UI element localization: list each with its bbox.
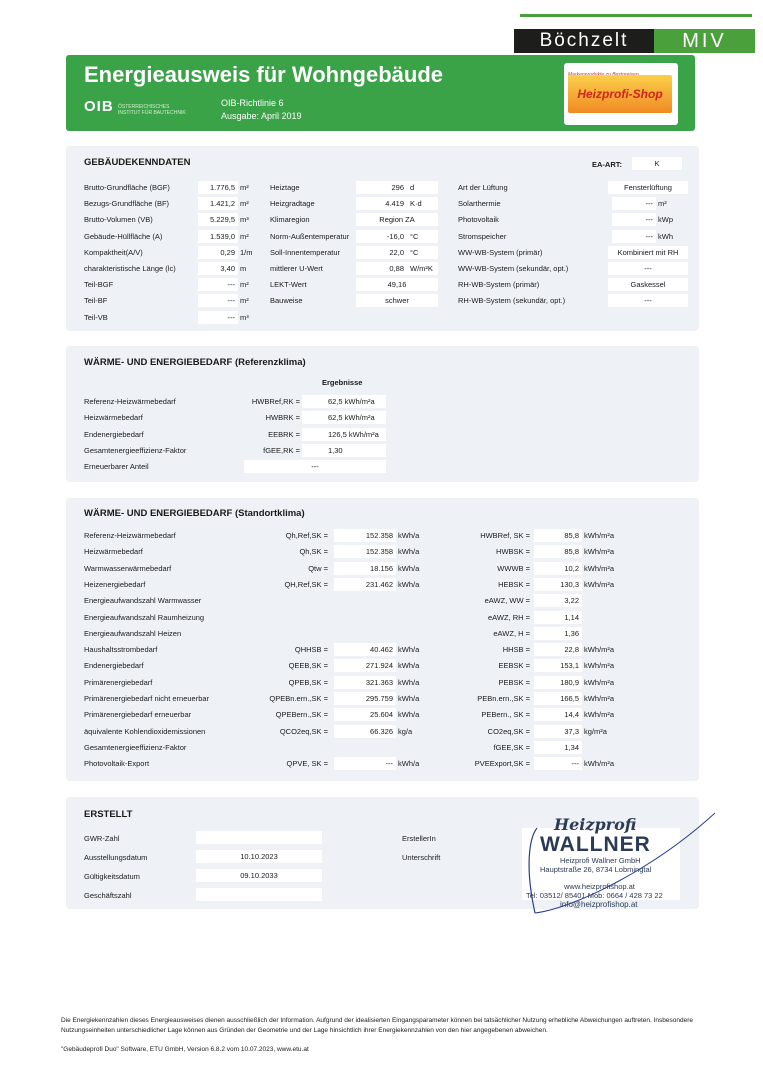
result-symbol: HEBSK =: [498, 580, 530, 589]
field-label: Brutto-Grundfläche (BGF): [84, 183, 170, 192]
result-label: äquivalente Kohlendioxidemissionen: [84, 727, 206, 736]
result-value: ---: [244, 460, 386, 473]
info-label: Ausstellungsdatum: [84, 853, 148, 862]
result-symbol: QCO2eq,SK =: [279, 727, 328, 736]
field-value: Gaskessel: [608, 278, 688, 291]
result-symbol: HWBRef,RK =: [251, 397, 300, 406]
result-unit: kWh/a: [398, 547, 420, 556]
field-value: schwer: [356, 294, 438, 307]
result-symbol: PEBSK =: [498, 678, 530, 687]
result-unit: kg/a: [398, 727, 413, 736]
result-unit: kWh/a: [398, 645, 420, 654]
result-value: 295.759: [334, 692, 396, 705]
field-label: Klimaregion: [270, 215, 310, 224]
shop-logo: Heizprofi-Shop: [568, 75, 672, 113]
section-title: WÄRME- UND ENERGIEBEDARF (Standortklima): [84, 508, 305, 519]
stamp-line-5: www.heizprofishop.at: [564, 882, 635, 891]
result-unit: kWh/m²a: [584, 564, 614, 573]
field-value: 0,29: [198, 246, 238, 259]
result-symbol: QEEB,SK =: [288, 661, 328, 670]
field-label: Kompaktheit(A/V): [84, 248, 143, 257]
result-symbol: PVEExport,SK =: [474, 759, 530, 768]
field-label: Teil-BGF: [84, 280, 114, 289]
page-title: Energieausweis für Wohngebäude: [84, 62, 443, 87]
field-unit: °C: [410, 248, 419, 257]
field-value: ---: [612, 213, 656, 226]
unterschrift-label: Unterschrift: [402, 853, 441, 862]
result-value: 166,5: [534, 692, 582, 705]
result-label: Heizenergiebedarf: [84, 580, 146, 589]
result-symbol: Qh,SK =: [299, 547, 328, 556]
result-unit: kWh/a: [398, 564, 420, 573]
result-label: Warmwasserwärmebedarf: [84, 564, 172, 573]
result-label: Erneuerbarer Anteil: [84, 462, 149, 471]
field-value: 4.419: [356, 197, 438, 210]
result-value: 22,8: [534, 643, 582, 656]
result-symbol: eAWZ, RH =: [487, 613, 530, 622]
field-label: RH-WB-System (primär): [458, 280, 540, 289]
result-unit: kWh/a: [398, 531, 420, 540]
field-unit: °C: [410, 232, 419, 241]
field-value: Fensterlüftung: [608, 181, 688, 194]
result-value: 66.326: [334, 725, 396, 738]
result-value: 18.156: [334, 562, 396, 575]
field-value: ---: [608, 262, 688, 275]
richtlinie: OIB-Richtlinie 6: [221, 98, 284, 108]
result-symbol: QH,Ref,SK =: [284, 580, 328, 589]
result-symbol: EEBRK =: [268, 430, 300, 439]
field-label: Solarthermie: [458, 199, 501, 208]
result-value: ---: [534, 757, 582, 770]
ea-art-value: K: [632, 157, 682, 170]
result-label: Primärenergiebedarf erneuerbar: [84, 710, 192, 719]
field-value: ---: [198, 294, 238, 307]
result-unit: kWh/m²a: [584, 759, 614, 768]
section-title: GEBÄUDEKENNDATEN: [84, 157, 191, 168]
result-symbol: EEBSK =: [498, 661, 530, 670]
field-value: ---: [612, 197, 656, 210]
field-value: 1.776,5: [198, 181, 238, 194]
result-symbol: PEBn.ern.,SK =: [477, 694, 530, 703]
oib-subtitle: ÖSTERREICHISCHES INSTITUT FÜR BAUTECHNIK: [118, 104, 186, 116]
field-label: Bauweise: [270, 296, 303, 305]
info-label: GWR-Zahl: [84, 834, 120, 843]
oib-logo: OIB: [84, 98, 114, 115]
result-value: 130,3: [534, 578, 582, 591]
result-value: 1,30: [302, 444, 386, 457]
field-unit: m²: [240, 296, 249, 305]
result-symbol: fGEE,RK =: [263, 446, 300, 455]
field-value: 49,16: [356, 278, 438, 291]
result-unit: kWh/m²a: [584, 710, 614, 719]
result-symbol: eAWZ, WW =: [484, 596, 530, 605]
result-symbol: PEBern., SK =: [481, 710, 530, 719]
field-unit: W/m²K: [410, 264, 433, 273]
result-value: 40.462: [334, 643, 396, 656]
field-value: 296: [356, 181, 438, 194]
ergebnisse-label: Ergebnisse: [322, 378, 363, 387]
result-label: Primärenergiebedarf nicht erneuerbar: [84, 694, 210, 703]
stamp-line-3: Heizprofi Wallner GmbH: [560, 856, 641, 865]
field-value: 1.421,2: [198, 197, 238, 210]
result-unit: kWh/a: [398, 580, 420, 589]
field-unit: m²: [658, 199, 667, 208]
field-label: Norm-Außentemperatur: [270, 232, 350, 241]
field-label: mittlerer U-Wert: [270, 264, 323, 273]
result-value: 85,8: [534, 529, 582, 542]
info-label: Geschäftszahl: [84, 891, 132, 900]
result-value: 62,5 kWh/m²a: [302, 395, 386, 408]
result-label: Haushaltsstrombedarf: [84, 645, 158, 654]
result-value: ---: [334, 757, 396, 770]
brand-logo: [514, 29, 755, 53]
result-value: 321.363: [334, 676, 396, 689]
result-value: 126,5 kWh/m²a: [302, 428, 386, 441]
field-value: 0,88: [356, 262, 438, 275]
result-value: 1,34: [534, 741, 582, 754]
result-value: 25.604: [334, 708, 396, 721]
field-label: Teil-BF: [84, 296, 108, 305]
field-unit: kWp: [658, 215, 673, 224]
result-value: 37,3: [534, 725, 582, 738]
result-unit: kWh/m²a: [584, 678, 614, 687]
result-unit: kWh/m²a: [584, 580, 614, 589]
field-unit: m³: [240, 313, 249, 322]
field-label: RH-WB-System (sekundär, opt.): [458, 296, 566, 305]
result-value: 1,36: [534, 627, 582, 640]
field-unit: 1/m: [240, 248, 253, 257]
info-value: [196, 831, 322, 844]
field-value: 1.539,0: [198, 230, 238, 243]
result-value: 152.358: [334, 545, 396, 558]
signature-scribble: [515, 808, 720, 923]
field-unit: m: [240, 264, 247, 273]
result-symbol: CO2eq,SK =: [487, 727, 530, 736]
field-label: Bezugs-Grundfläche (BF): [84, 199, 170, 208]
result-unit: kWh/m²a: [584, 531, 614, 540]
field-label: Art der Lüftung: [458, 183, 508, 192]
field-unit: m²: [240, 232, 249, 241]
field-value: -16,0: [356, 230, 438, 243]
result-symbol: fGEE,SK =: [493, 743, 530, 752]
result-unit: kWh/m²a: [584, 694, 614, 703]
field-label: Heiztage: [270, 183, 300, 192]
result-value: 62,5 kWh/m²a: [302, 411, 386, 424]
field-label: LEKT-Wert: [270, 280, 307, 289]
field-value: Region ZA: [356, 213, 438, 226]
result-symbol: HWBRef, SK =: [480, 531, 530, 540]
field-value: Kombiniert mit RH: [608, 246, 688, 259]
header-edition: [221, 97, 302, 123]
field-value: 3,40: [198, 262, 238, 275]
brand-right: MIV: [654, 29, 755, 53]
result-label: Referenz-Heizwärmebedarf: [84, 397, 176, 406]
result-value: 152.358: [334, 529, 396, 542]
result-label: Gesamtenergieeffizienz-Faktor: [84, 743, 187, 752]
result-unit: kWh/a: [398, 710, 420, 719]
section-title: WÄRME- UND ENERGIEBEDARF (Referenzklima): [84, 357, 306, 368]
field-label: Soll-Innentemperatur: [270, 248, 341, 257]
result-symbol: HWBSK =: [496, 547, 530, 556]
section-title: ERSTELLT: [84, 809, 133, 820]
result-unit: kWh/m²a: [584, 645, 614, 654]
result-label: Energieaufwandszahl Warmwasser: [84, 596, 202, 605]
stamp-line-2: WALLNER: [540, 833, 651, 856]
field-unit: m²: [240, 183, 249, 192]
result-label: Energieaufwandszahl Heizen: [84, 629, 182, 638]
result-unit: kWh/a: [398, 759, 420, 768]
field-label: Gebäude-Hüllfläche (A): [84, 232, 163, 241]
field-value: 22,0: [356, 246, 438, 259]
field-label: Brutto-Volumen (VB): [84, 215, 153, 224]
field-unit: kWh: [658, 232, 673, 241]
field-unit: m²: [240, 199, 249, 208]
result-label: Heizwärmebedarf: [84, 547, 143, 556]
field-label: Stromspeicher: [458, 232, 507, 241]
result-symbol: QHHSB =: [294, 645, 328, 654]
result-value: 1,14: [534, 611, 582, 624]
field-unit: m³: [240, 215, 249, 224]
field-value: ---: [608, 294, 688, 307]
info-value: [196, 888, 322, 901]
stamp-line-1: Heizprofi: [554, 815, 637, 834]
field-unit: m²: [240, 280, 249, 289]
result-label: Endenergiebedarf: [84, 661, 144, 670]
info-value: 10.10.2023: [196, 850, 322, 863]
result-unit: kWh/a: [398, 661, 420, 670]
result-value: 153,1: [534, 659, 582, 672]
result-label: Referenz-Heizwärmebedarf: [84, 531, 176, 540]
field-label: Photovoltaik: [458, 215, 499, 224]
field-unit: d: [410, 183, 415, 192]
result-value: 180,9: [534, 676, 582, 689]
field-value: ---: [198, 278, 238, 291]
result-symbol: QPVE, SK =: [286, 759, 328, 768]
stamp-line-6: Tel: 03512/ 85401 Mob: 0664 / 428 73 22: [526, 891, 663, 900]
ea-art-label: EA-ART:: [592, 160, 622, 169]
result-label: Energieaufwandszahl Raumheizung: [84, 613, 205, 622]
field-value: ---: [612, 230, 656, 243]
stamp-line-7: info@heizprofishop.at: [560, 900, 638, 909]
field-unit: K·d: [410, 199, 422, 208]
result-label: Heizwärmebedarf: [84, 413, 143, 422]
result-value: 271.924: [334, 659, 396, 672]
result-symbol: Qh,Ref,SK =: [285, 531, 328, 540]
result-symbol: HWBRK =: [265, 413, 300, 422]
disclaimer: Die Energiekennzahlen dieses Energieausweises dienen ausschließlich der Information. Aufgrund der idealisierten Eingangsparameter können bei tatsächlicher Nutzung erhebliche Abweichungen auftreten. Insbesondere Nutzungseinheiten unterschiedlicher Lage können aus Gründen der Geometrie und der Lage hinsichtlich ihrer Energiekennzahlen von den hier angegebenen abweichen.: [61, 1017, 693, 1034]
result-value: 85,8: [534, 545, 582, 558]
result-symbol: WWWB =: [497, 564, 530, 573]
result-symbol: QPEB,SK =: [288, 678, 328, 687]
result-symbol: QPEBn.ern.,SK =: [269, 694, 328, 703]
result-unit: kWh/m²a: [584, 547, 614, 556]
field-label: WW-WB-System (primär): [458, 248, 543, 257]
info-value: 09.10.2033: [196, 869, 322, 882]
field-label: Heizgradtage: [270, 199, 315, 208]
result-value: 231.462: [334, 578, 396, 591]
result-unit: kg/m²a: [584, 727, 607, 736]
field-value: ---: [198, 311, 238, 324]
result-value: 3,22: [534, 594, 582, 607]
result-unit: kWh/m²a: [584, 661, 614, 670]
brand-line: [520, 14, 752, 17]
stamp-line-4: Hauptstraße 26, 8734 Lobmingtal: [540, 865, 652, 874]
result-label: Photovoltaik-Export: [84, 759, 150, 768]
result-label: Endenergiebedarf: [84, 430, 144, 439]
field-value: 5.229,5: [198, 213, 238, 226]
brand-left: Böchzelt: [514, 29, 654, 53]
result-symbol: HHSB =: [502, 645, 530, 654]
field-label: Teil-VB: [84, 313, 108, 322]
field-label: WW-WB-System (sekundär, opt.): [458, 264, 569, 273]
result-symbol: QPEBern.,SK =: [275, 710, 328, 719]
result-symbol: Qtw =: [308, 564, 328, 573]
result-label: Primärenergiebedarf: [84, 678, 153, 687]
erstellerin-label: ErstellerIn: [402, 834, 436, 843]
result-symbol: eAWZ, H =: [493, 629, 530, 638]
result-value: 10,2: [534, 562, 582, 575]
info-label: Gültigkeitsdatum: [84, 872, 140, 881]
field-label: charakteristische Länge (lc): [84, 264, 176, 273]
result-label: Gesamtenergieeffizienz-Faktor: [84, 446, 187, 455]
result-value: 14,4: [534, 708, 582, 721]
result-unit: kWh/a: [398, 694, 420, 703]
result-unit: kWh/a: [398, 678, 420, 687]
ausgabe: Ausgabe: April 2019: [221, 111, 302, 121]
software-note: "Gebäudeprofi Duo" Software, ETU GmbH, Version 6.8.2 vom 10.07.2023, www.etu.at: [61, 1046, 309, 1053]
